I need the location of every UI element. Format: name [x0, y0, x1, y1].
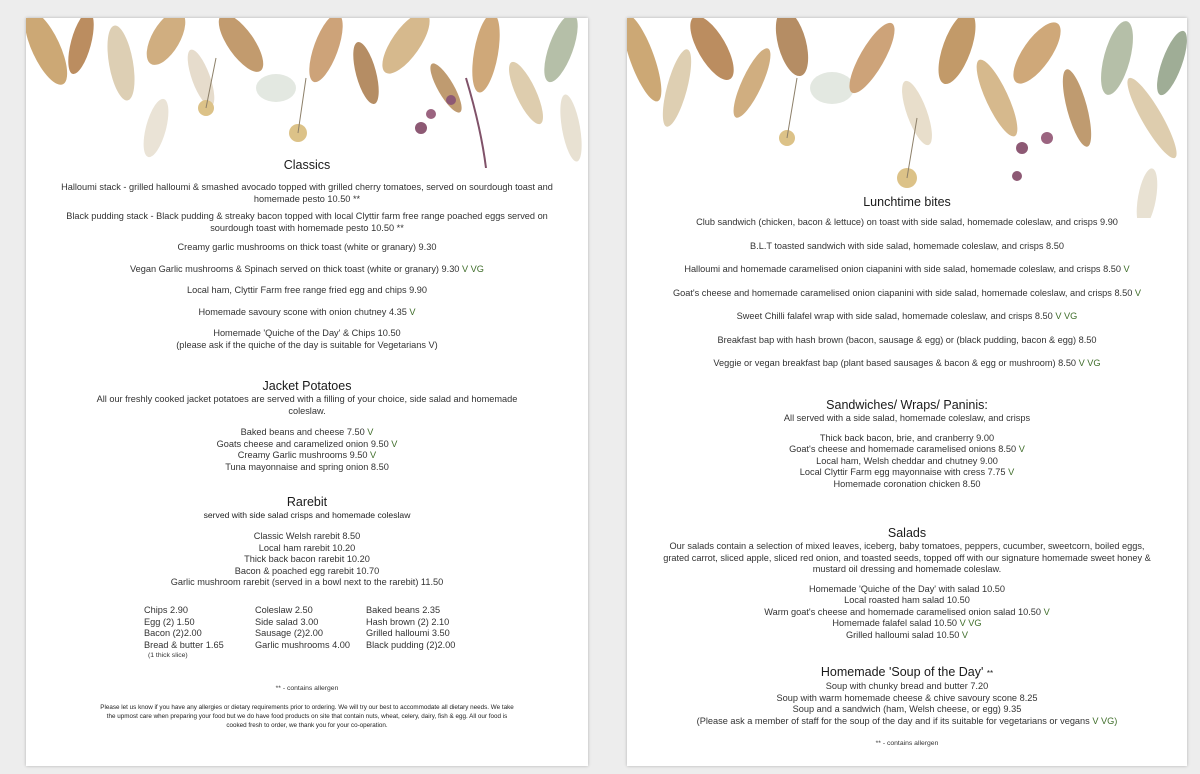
menu-item: Local ham, Welsh cheddar and chutney 9.00	[816, 455, 998, 466]
menu-item: Creamy garlic mushrooms on thick toast (white or granary) 9.30	[177, 242, 437, 252]
menu-item: Thick back bacon rarebit 10.20	[244, 554, 370, 564]
menu-item: Garlic mushroom rarebit (served in a bowl next to the rarebit) 11.50	[170, 577, 444, 587]
menu-item: Homemade 'Quiche of the Day' with salad 10.50	[808, 583, 1006, 594]
section-subtitle: served with side salad crisps and homemade coleslaw	[203, 510, 411, 520]
menu-item: Grilled halloumi salad 10.50 V	[845, 629, 969, 640]
side-item: Baked beans 2.35	[366, 605, 441, 615]
menu-item: Breakfast bap with hash brown (bacon, sausage & egg) or (black pudding, bacon & egg) 8.50	[717, 334, 1097, 345]
menu-item: Halloumi stack - grilled halloumi & smashed avocado topped with grilled cherry tomatoes, served on sourdough toast and homemade pesto 10.50 **	[61, 182, 553, 204]
autumn-foliage-illustration	[627, 18, 1187, 218]
section-title-soup: Homemade 'Soup of the Day' **	[820, 665, 994, 679]
autumn-foliage-illustration	[26, 18, 588, 168]
menu-item: Local Clyttir Farm egg mayonnaise with cress 7.75 V	[799, 467, 1015, 477]
lunchtime-bites-section	[627, 195, 1187, 370]
menu-item: Soup and a sandwich (ham, Welsh cheese, or egg) 9.35	[792, 704, 1022, 714]
jacket-potatoes-section	[26, 379, 588, 473]
menu-item: Bacon & poached egg rarebit 10.70	[234, 565, 380, 576]
section-title-rarebit: Rarebit	[286, 495, 328, 509]
menu-item: Warm goat's cheese and homemade caramelised onion salad 10.50 V	[764, 606, 1050, 617]
section-title-lunchtime-bites: Lunchtime bites	[863, 195, 951, 209]
side-item: Hash brown (2) 2.10	[366, 616, 450, 627]
side-item: Sausage (2)2.00	[255, 628, 323, 639]
diet-tag: V	[1008, 467, 1015, 477]
menu-item: Sweet Chilli falafel wrap with side salad, homemade coleslaw, and crisps 8.50 V VG	[736, 311, 1078, 321]
classics-section	[26, 158, 588, 173]
diet-tag: V VG	[959, 618, 982, 628]
sides-column-3	[366, 605, 455, 651]
diet-tag: V	[367, 427, 374, 437]
menu-item: Homemade 'Quiche of the Day' & Chips 10.50 (please ask if the quiche of the day is suitable for Vegetarians V)	[176, 328, 438, 350]
menu-page-right	[627, 18, 1187, 766]
side-item: Coleslaw 2.50	[255, 605, 313, 615]
menu-page-left	[26, 18, 588, 766]
menu-item: Soup with chunky bread and butter 7.20	[825, 681, 989, 691]
section-title-classics: Classics	[283, 158, 331, 172]
menu-item: Classic Welsh rarebit 8.50	[253, 531, 361, 541]
menu-item: Tuna mayonnaise and spring onion 8.50	[225, 461, 389, 472]
menu-item: Club sandwich (chicken, bacon & lettuce) on toast with side salad, homemade coleslaw, and crisps 9.90	[696, 217, 1118, 227]
side-item: Side salad 3.00	[255, 616, 319, 627]
side-item-note: (1 thick slice)	[148, 652, 188, 660]
menu-item: Black pudding stack - Black pudding & streaky bacon topped with local Clyttir farm free range poached eggs served on sourdough toast with homemade pesto 10.50 **	[66, 211, 548, 233]
side-item: Bacon (2)2.00	[144, 628, 202, 639]
allergen-note: ** - contains allergen	[875, 740, 939, 747]
diet-tag: V	[1018, 444, 1025, 454]
rarebit-section	[26, 495, 588, 589]
diet-tag: V	[1134, 287, 1142, 298]
section-title-salads: Salads	[887, 526, 927, 540]
sides-column-2	[255, 605, 350, 651]
side-item: Garlic mushrooms 4.00	[255, 639, 350, 650]
menu-item: Soup with warm homemade cheese & chive savoury scone 8.25	[776, 692, 1038, 703]
classics-list	[26, 182, 588, 351]
menu-item: Vegan Garlic mushrooms & Spinach served on thick toast (white or granary) 9.30 V VG	[130, 263, 484, 274]
menu-item: Veggie or vegan breakfast bap (plant based sausages & bacon & egg or mushroom) 8.50 V VG	[713, 358, 1101, 368]
menu-item: Local roasted ham salad 10.50	[844, 595, 970, 605]
side-item: Grilled halloumi 3.50	[366, 628, 450, 639]
section-title-sandwiches: Sandwiches/ Wraps/ Paninis:	[826, 398, 988, 412]
menu-item: Goat's cheese and homemade caramelised onion ciapanini with side salad, homemade coleslaw, and crisps 8.50 V	[672, 287, 1142, 298]
menu-item: Local ham, Clyttir Farm free range fried egg and chips 9.90	[186, 285, 427, 295]
menu-item: Homemade falafel salad 10.50 V VG	[832, 618, 982, 628]
soup-section	[627, 665, 1187, 727]
side-item: Bread & butter 1.65	[144, 639, 224, 650]
diet-tag: V VG	[461, 263, 484, 274]
sides-column-1	[144, 605, 224, 660]
diet-tag: V	[961, 629, 969, 640]
side-item: Black pudding (2)2.00	[366, 639, 456, 650]
allergen-note: ** - contains allergen	[275, 685, 339, 692]
menu-item: Homemade coronation chicken 8.50	[833, 478, 981, 489]
diet-tag: V	[1043, 606, 1050, 617]
menu-item: Halloumi and homemade caramelised onion ciapanini with side salad, homemade coleslaw, and crisps 8.50 V	[684, 264, 1130, 274]
menu-item: Goats cheese and caramelized onion 9.50 V	[216, 438, 398, 449]
menu-item: Goat's cheese and homemade caramelised onions 8.50 V	[789, 444, 1025, 454]
section-subtitle: All served with a side salad, homemade coleslaw, and crisps	[783, 413, 1031, 423]
salads-section	[627, 526, 1187, 641]
diet-tag: V	[370, 450, 377, 460]
diet-tag: V VG	[1078, 358, 1101, 368]
section-title-jacket-potatoes: Jacket Potatoes	[262, 379, 352, 393]
side-item: Chips 2.90	[144, 605, 188, 615]
allergy-disclaimer: Please let us know if you have any allergies or dietary requirements prior to ordering. We will try our best to accommodate all dietary needs. We take the upmost care when preparing your food but we do have food products on site that contain nuts, wheat, celery, dairy, fish & egg. All our food is cooked fresh to order, we thank you for your co-operation.	[100, 704, 514, 729]
diet-tag: V	[409, 306, 416, 317]
menu-item: Creamy Garlic mushrooms 9.50 V	[237, 450, 377, 460]
menu-item: Homemade savoury scone with onion chutney 4.35 V	[198, 306, 416, 317]
diet-tag: V	[1123, 264, 1130, 274]
diet-tag: V VG)	[1092, 715, 1118, 726]
menu-item: Baked beans and cheese 7.50 V	[240, 427, 374, 437]
sandwiches-section	[627, 398, 1187, 490]
side-item: Egg (2) 1.50	[144, 616, 195, 627]
section-description: Our salads contain a selection of mixed leaves, iceberg, baby tomatoes, peppers, cucumber, sweetcorn, boiled eggs, grated carrot, sliced apple, sliced red onion, and toasted seeds, topped off with our signature homemade sweet honey & mustard oil dressing and homemade coleslaw.	[663, 541, 1151, 574]
menu-item: B.L.T toasted sandwich with side salad, homemade coleslaw, and crisps 8.50	[750, 240, 1064, 251]
menu-item: Local ham rarebit 10.20	[258, 542, 356, 553]
menu-item: Thick back bacon, brie, and cranberry 9.00	[819, 432, 995, 443]
section-description: All our freshly cooked jacket potatoes are served with a filling of your choice, side salad and homemade coleslaw.	[96, 394, 518, 416]
menu-item: (Please ask a member of staff for the soup of the day and if its suitable for vegetarians or vegans V VG)	[696, 715, 1118, 726]
diet-tag: V VG	[1055, 311, 1078, 321]
diet-tag: V	[391, 438, 398, 449]
